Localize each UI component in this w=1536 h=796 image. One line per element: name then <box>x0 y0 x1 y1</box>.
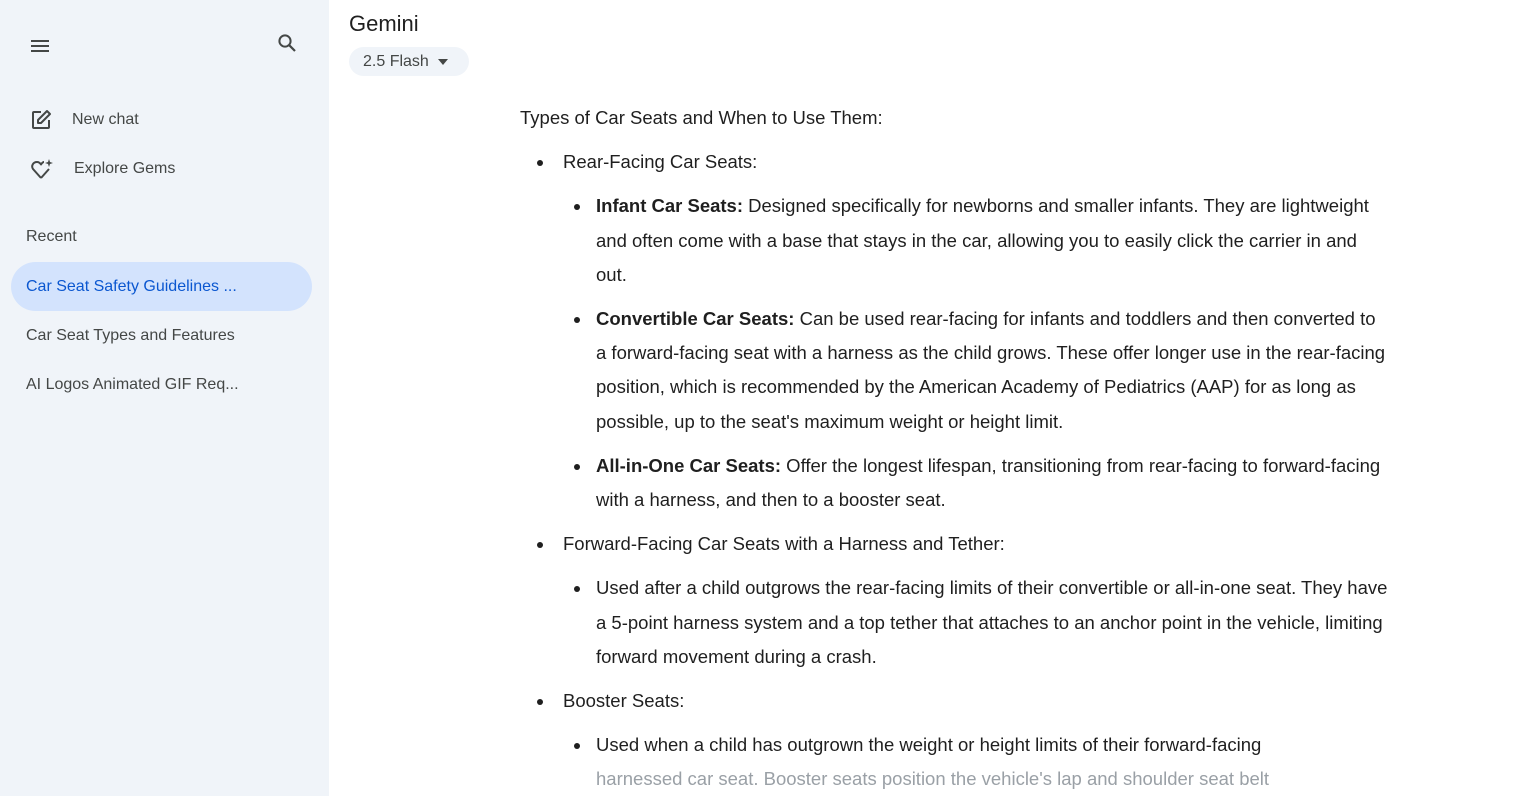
gem-sparkle-icon <box>30 158 54 180</box>
response-content <box>520 101 1390 796</box>
recent-heading: Recent <box>26 228 77 245</box>
new-chat-label: New chat <box>72 111 139 128</box>
recent-chat-label: Car Seat Safety Guidelines ... <box>26 277 237 295</box>
sub-item <box>520 728 1390 796</box>
sub-item <box>520 449 1390 517</box>
sub-item <box>520 189 1390 292</box>
section-title: Booster Seats: <box>563 690 685 712</box>
sub-item-text: Offer the longest lifespan, transitioning from rear-facing to forward-facing with a harness, and then to a booster seat. <box>596 454 1381 511</box>
app-title: Gemini <box>349 11 419 36</box>
response-heading: Types of Car Seats and When to Use Them: <box>520 107 883 128</box>
bullet-icon <box>537 160 543 166</box>
section-title: Forward-Facing Car Seats with a Harness and Tether: <box>563 533 1005 555</box>
sub-item-text: Used when a child has outgrown the weight or height limits of their forward-facing <box>596 734 1262 756</box>
sub-item-text: Can be used rear-facing for infants and toddlers and then converted to a forward-facing seat with a harness as the child grows. These offer longer use in the rear-facing position, which is recommended by the American Academy of Pediatrics (AAP) for as long as possible, up to the seat's maximum weight or height limit. <box>596 308 1386 432</box>
section-item <box>520 527 1390 674</box>
recent-chat-label: AI Logos Animated GIF Req... <box>26 375 239 393</box>
section-item <box>520 145 1390 517</box>
sub-item-faded-text: harnessed car seat. Booster seats position the vehicle's lap and shoulder seat belt <box>596 768 1270 790</box>
main-panel <box>329 0 1536 796</box>
sub-item <box>520 302 1390 439</box>
sub-item-bold: Convertible Car Seats: <box>596 308 795 330</box>
recent-chat-item-active[interactable] <box>11 262 312 311</box>
bullet-icon <box>574 204 580 210</box>
sub-item-bold: Infant Car Seats: <box>596 195 744 217</box>
bullet-icon <box>537 542 543 548</box>
section-item <box>520 684 1390 796</box>
recent-chat-label: Car Seat Types and Features <box>26 326 235 344</box>
model-label: 2.5 Flash <box>363 52 429 70</box>
bullet-icon <box>574 586 580 592</box>
explore-gems-label: Explore Gems <box>74 160 176 177</box>
hamburger-menu-icon <box>31 40 49 52</box>
bullet-icon <box>574 743 580 749</box>
bullet-icon <box>574 464 580 470</box>
recent-chat-item[interactable] <box>11 360 312 409</box>
dropdown-caret-icon <box>438 59 448 65</box>
sub-item <box>520 571 1390 674</box>
edit-square-icon <box>30 109 52 131</box>
new-chat-button[interactable] <box>12 100 312 140</box>
sub-item-text: Used after a child outgrows the rear-facing limits of their convertible or all-in-one seat. They have a 5-point harness system and a top tether that attaches to an anchor point in the vehicle, limiting forward movement during a crash. <box>596 577 1388 667</box>
bullet-icon <box>574 317 580 323</box>
bullet-icon <box>537 699 543 705</box>
model-selector[interactable] <box>349 47 469 76</box>
recent-chat-item[interactable] <box>11 311 312 360</box>
section-list <box>520 145 1390 796</box>
sub-item-bold: All-in-One Car Seats: <box>596 454 782 476</box>
search-button[interactable] <box>268 24 306 62</box>
sub-item-text: Designed specifically for newborns and smaller infants. They are lightweight and often come with a base that stays in the car, allowing you to easily click the carrier in and out. <box>596 195 1369 285</box>
section-title: Rear-Facing Car Seats: <box>563 151 758 173</box>
explore-gems-button[interactable] <box>12 149 312 189</box>
search-icon <box>277 33 297 53</box>
sidebar <box>0 0 329 796</box>
menu-button[interactable] <box>22 28 58 64</box>
